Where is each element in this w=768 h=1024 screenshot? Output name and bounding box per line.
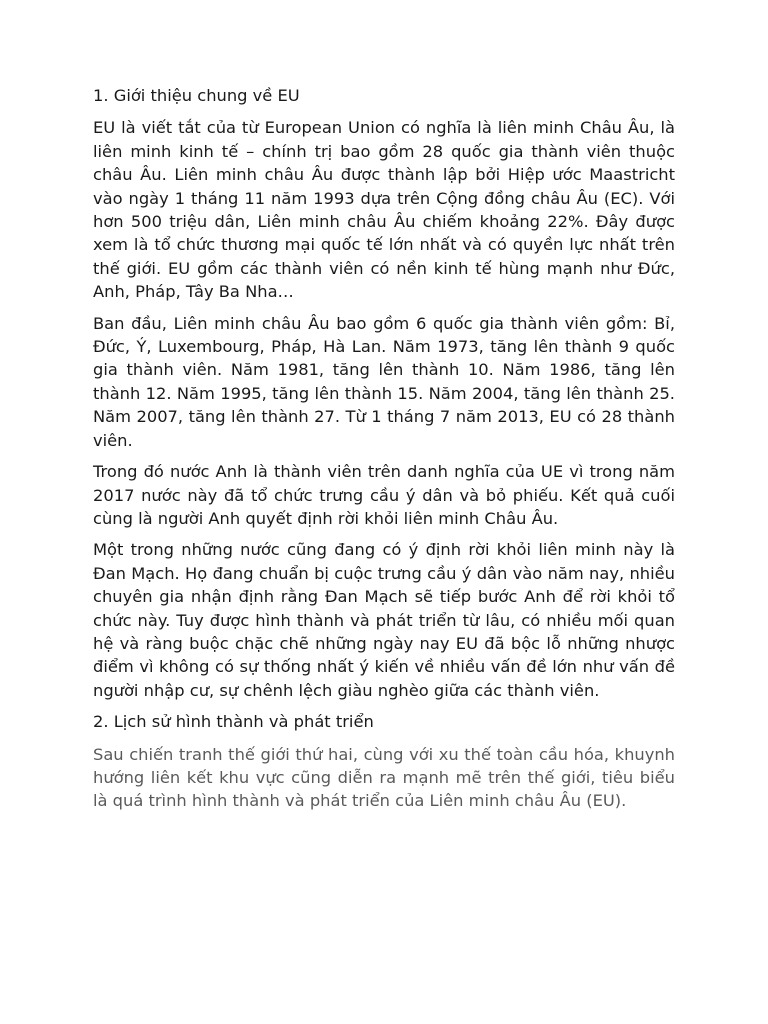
section-2-paragraph-1: Sau chiến tranh thế giới thứ hai, cùng với xu thế toàn cầu hóa, khuynh hướng liên kết khu vực cũng diễn ra mạnh mẽ trên thế giới, tiêu biểu là quá trình hình thành và phát triển của Liên minh châu Âu (EU). (93, 744, 675, 811)
section-2-heading: 2. Lịch sử hình thành và phát triển (93, 712, 374, 732)
section-1-paragraph-2: Ban đầu, Liên minh châu Âu bao gồm 6 quốc gia thành viên gồm: Bỉ, Đức, Ý, Luxembourg, Pháp, Hà Lan. Năm 1973, tăng lên thành 9 quốc gia thành viên. Năm 1981, tăng lên thành 10. Năm 1986, tăng lên thành 12. Năm 1995, tăng lên thành 15. Năm 2004, tăng lên thành 25. Năm 2007, tăng lên thành 27. Từ 1 tháng 7 năm 2013, EU có 28 thành viên. (93, 313, 675, 450)
section-1-paragraph-1: EU là viết tắt của từ European Union có nghĩa là liên minh Châu Âu, là liên minh kinh tế – chính trị bao gồm 28 quốc gia thành viên thuộc châu Âu. Liên minh châu Âu được thành lập bởi Hiệp ước Maastricht vào ngày 1 tháng 11 năm 1993 dựa trên Cộng đồng châu Âu (EC). Với hơn 500 triệu dân, Liên minh châu Âu chiếm khoảng 22%. Đây được xem là tổ chức thương mại quốc tế lớn nhất và có quyền lực nhất trên thế giới. EU gồm các thành viên có nền kinh tế hùng mạnh như Đức, Anh, Pháp, Tây Ba Nha… (93, 118, 675, 302)
document-page (93, 84, 675, 821)
section-1-paragraph-4: Một trong những nước cũng đang có ý định rời khỏi liên minh này là Đan Mạch. Họ đang chuẩn bị cuộc trưng cầu ý dân vào năm nay, nhiều chuyên gia nhận định rằng Đan Mạch sẽ tiếp bước Anh để rời khỏi tổ chức này. Tuy được hình thành và phát triển từ lâu, có nhiều mối quan hệ và ràng buộc chặc chẽ những ngày nay EU đã bộc lỗ những nhược điểm vì không có sự thống nhất ý kiến về nhiều vấn đề lớn như vấn đề người nhập cư, sự chênh lệch giàu nghèo giữa các thành viên. (93, 540, 675, 700)
section-1-paragraph-3: Trong đó nước Anh là thành viên trên danh nghĩa của UE vì trong năm 2017 nước này đã tổ chức trưng cầu ý dân và bỏ phiếu. Kết quả cuối cùng là người Anh quyết định rời khỏi liên minh Châu Âu. (93, 462, 675, 528)
section-1-heading: 1. Giới thiệu chung về EU (93, 86, 300, 105)
